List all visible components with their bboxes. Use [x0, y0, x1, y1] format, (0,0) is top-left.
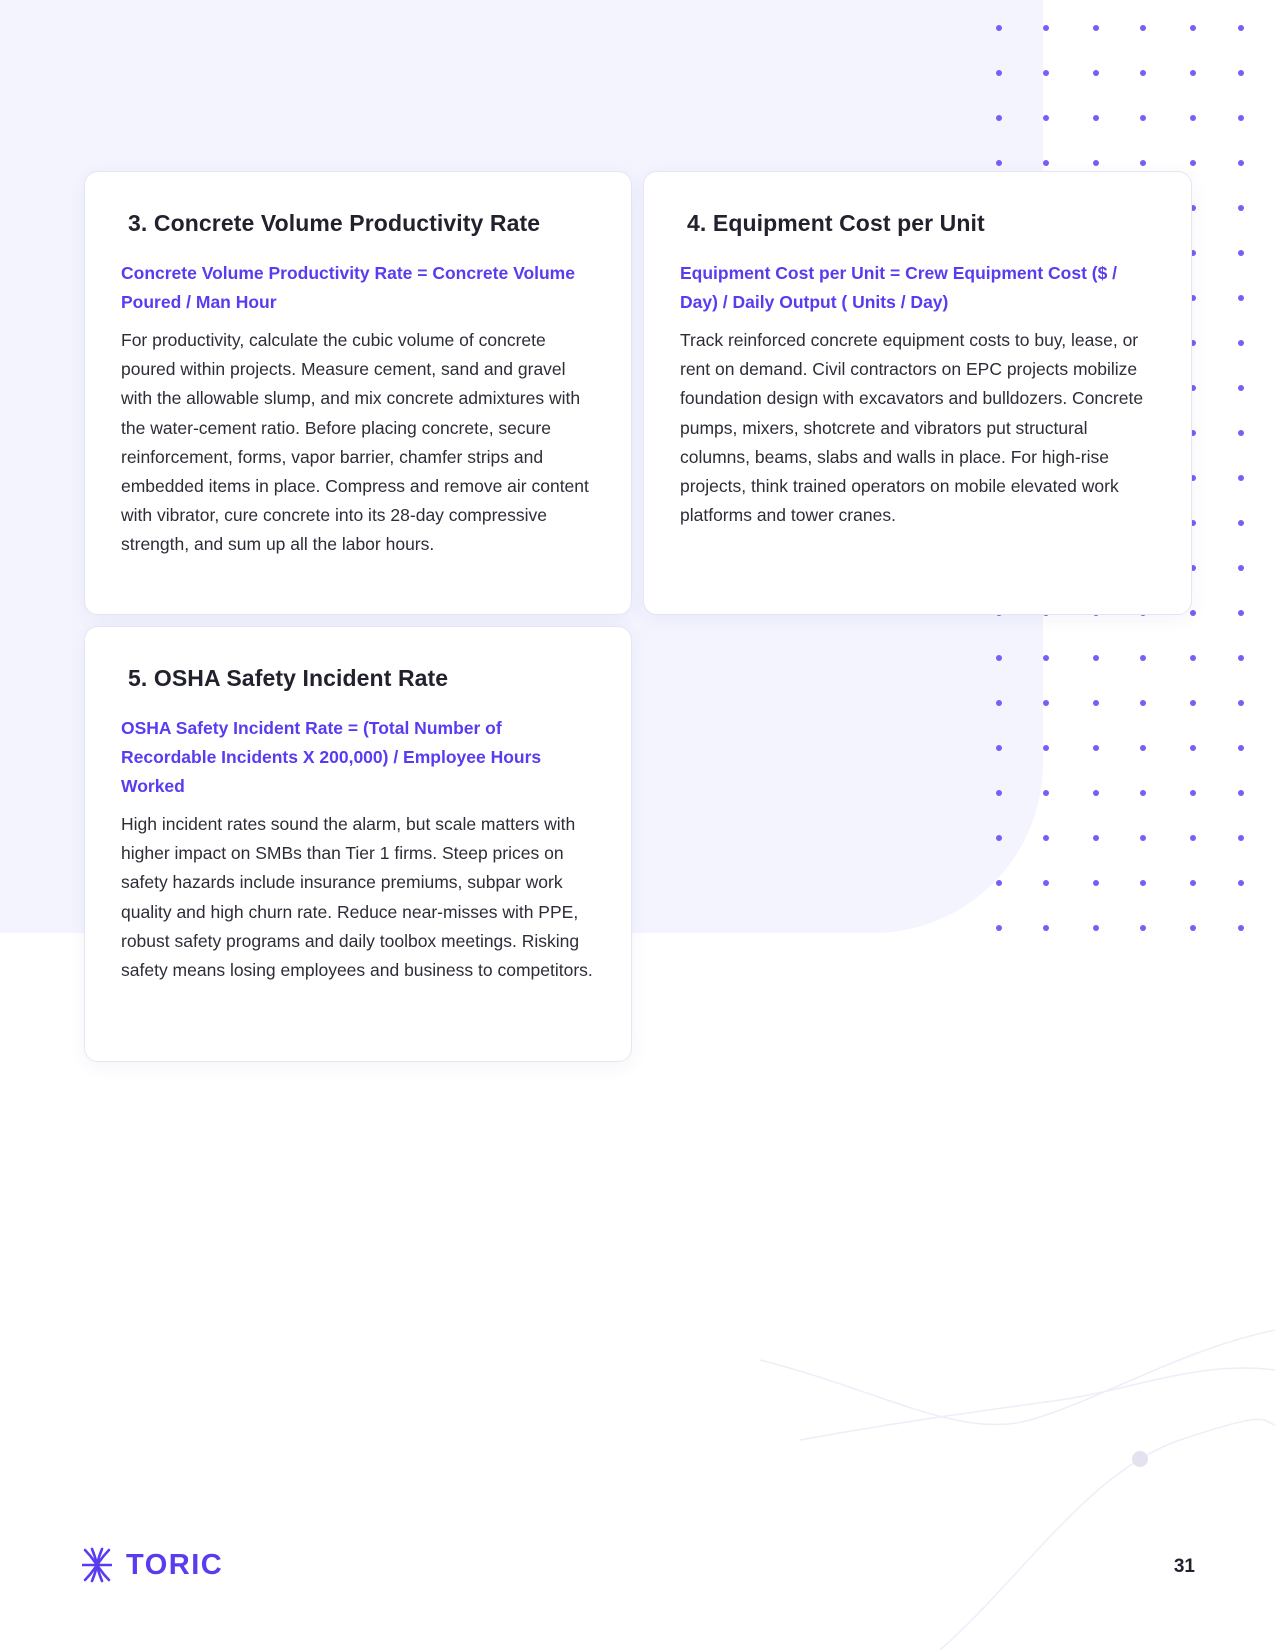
decorative-dot: [1093, 790, 1099, 796]
card-body: For productivity, calculate the cubic volume of concrete poured within projects. Measure cement, sand and gravel with the allowable slump, and mix concrete admixtures with the water-cement ratio. Before placing concrete, secure reinforcement, forms, vapor barrier, chamfer strips and embedded items in place. Compress and remove air content with vibrator, cure concrete into its 28-day compressive strength, and sum up all the labor hours.: [121, 330, 589, 555]
decorative-dot: [1238, 610, 1244, 616]
decorative-circle: [1132, 1451, 1148, 1467]
decorative-dot: [1190, 880, 1196, 886]
decorative-dot: [1043, 880, 1049, 886]
decorative-dot: [1238, 430, 1244, 436]
decorative-dot: [1238, 475, 1244, 481]
card-body: Track reinforced concrete equipment costs to buy, lease, or rent on demand. Civil contractors on EPC projects mobilize foundation design with excavators and bulldozers. Concrete pumps, mixers, shotcrete and vibrators put structural columns, beams, slabs and walls in place. For high-rise projects, think trained operators on mobile elevated work platforms and tower cranes.: [680, 330, 1144, 526]
kpi-card-concrete-volume: [84, 171, 632, 615]
decorative-dot: [1093, 115, 1099, 121]
decorative-dot: [1140, 160, 1146, 166]
decorative-dot: [996, 700, 1002, 706]
decorative-dot: [1043, 790, 1049, 796]
card-formula: Equipment Cost per Unit = Crew Equipment Cost ($ / Day) / Daily Output ( Units / Day): [680, 263, 1118, 312]
decorative-dot: [1140, 115, 1146, 121]
decorative-dot: [1190, 25, 1196, 31]
decorative-dot: [1238, 520, 1244, 526]
decorative-dot: [1238, 835, 1244, 841]
decorative-dot: [1043, 925, 1049, 931]
decorative-dot: [1140, 835, 1146, 841]
card-formula: OSHA Safety Incident Rate = (Total Number of Recordable Incidents X 200,000) / Employee Hours Worked: [121, 718, 542, 796]
kpi-card-osha-safety: [84, 626, 632, 1062]
decorative-dot: [1140, 700, 1146, 706]
decorative-dot: [1140, 745, 1146, 751]
decorative-dot: [1238, 880, 1244, 886]
decorative-dot: [1190, 655, 1196, 661]
decorative-dot: [1190, 790, 1196, 796]
decorative-dot: [1093, 160, 1099, 166]
decorative-dot: [1238, 700, 1244, 706]
card-title: 4. Equipment Cost per Unit: [687, 210, 985, 236]
decorative-dot: [1190, 835, 1196, 841]
decorative-dot: [1093, 835, 1099, 841]
decorative-dot: [1043, 25, 1049, 31]
decorative-dot: [1140, 790, 1146, 796]
decorative-dot: [1238, 925, 1244, 931]
decorative-dot: [1140, 655, 1146, 661]
decorative-dot: [1093, 700, 1099, 706]
decorative-dot: [996, 745, 1002, 751]
decorative-dot: [1190, 745, 1196, 751]
decorative-dot: [1238, 205, 1244, 211]
decorative-dot: [1190, 700, 1196, 706]
decorative-dot: [1238, 115, 1244, 121]
decorative-dot: [1140, 25, 1146, 31]
decorative-dot: [996, 835, 1002, 841]
decorative-dot: [996, 790, 1002, 796]
decorative-dot: [1238, 250, 1244, 256]
decorative-dot: [1043, 115, 1049, 121]
kpi-card-equipment-cost: [643, 171, 1192, 615]
footer-logo: [82, 1545, 223, 1585]
card-title: 3. Concrete Volume Productivity Rate: [128, 210, 541, 236]
decorative-dot: [1238, 790, 1244, 796]
decorative-dot: [1093, 925, 1099, 931]
decorative-dot: [1043, 70, 1049, 76]
decorative-dot: [996, 925, 1002, 931]
decorative-dot: [1190, 115, 1196, 121]
decorative-dot: [996, 655, 1002, 661]
decorative-dot: [996, 160, 1002, 166]
decorative-dot: [1238, 295, 1244, 301]
brand-name: TORIC: [126, 1548, 224, 1581]
decorative-dot: [1043, 700, 1049, 706]
decorative-dot: [1190, 925, 1196, 931]
decorative-dot: [1043, 160, 1049, 166]
decorative-dot: [996, 880, 1002, 886]
decorative-dot: [1043, 655, 1049, 661]
decorative-dot: [1093, 745, 1099, 751]
page-number: 31: [1173, 1556, 1195, 1577]
decorative-dot: [1238, 565, 1244, 571]
decorative-dot: [1140, 880, 1146, 886]
decorative-dot: [1043, 835, 1049, 841]
card-body: High incident rates sound the alarm, but scale matters with higher impact on SMBs than Tier 1 firms. Steep prices on safety hazards include insurance premiums, subpar work quality and high churn rate. Reduce near-misses with PPE, robust safety programs and daily toolbox meetings. Risking safety means losing employees and business to competitors.: [121, 814, 593, 981]
decorative-dot: [1238, 70, 1244, 76]
decorative-dot: [1043, 745, 1049, 751]
decorative-dot: [1140, 70, 1146, 76]
card-title: 5. OSHA Safety Incident Rate: [128, 665, 449, 691]
decorative-dot: [1140, 925, 1146, 931]
card-formula: Concrete Volume Productivity Rate = Concrete Volume Poured / Man Hour: [121, 263, 575, 312]
decorative-dot: [1238, 340, 1244, 346]
decorative-dot: [996, 115, 1002, 121]
decorative-dot: [1238, 745, 1244, 751]
decorative-dot: [1238, 25, 1244, 31]
decorative-dot: [1190, 70, 1196, 76]
decorative-dot: [1238, 385, 1244, 391]
toric-asterisk-icon: [82, 1547, 112, 1583]
decorative-dot: [1093, 70, 1099, 76]
decorative-dot: [1190, 610, 1196, 616]
decorative-dot: [1093, 655, 1099, 661]
decorative-dot: [1238, 160, 1244, 166]
decorative-curves: [760, 1330, 1275, 1650]
decorative-dot: [996, 70, 1002, 76]
decorative-dot: [1190, 160, 1196, 166]
decorative-dot: [1093, 25, 1099, 31]
decorative-dot: [996, 25, 1002, 31]
decorative-dot: [1238, 655, 1244, 661]
decorative-dot: [1093, 880, 1099, 886]
